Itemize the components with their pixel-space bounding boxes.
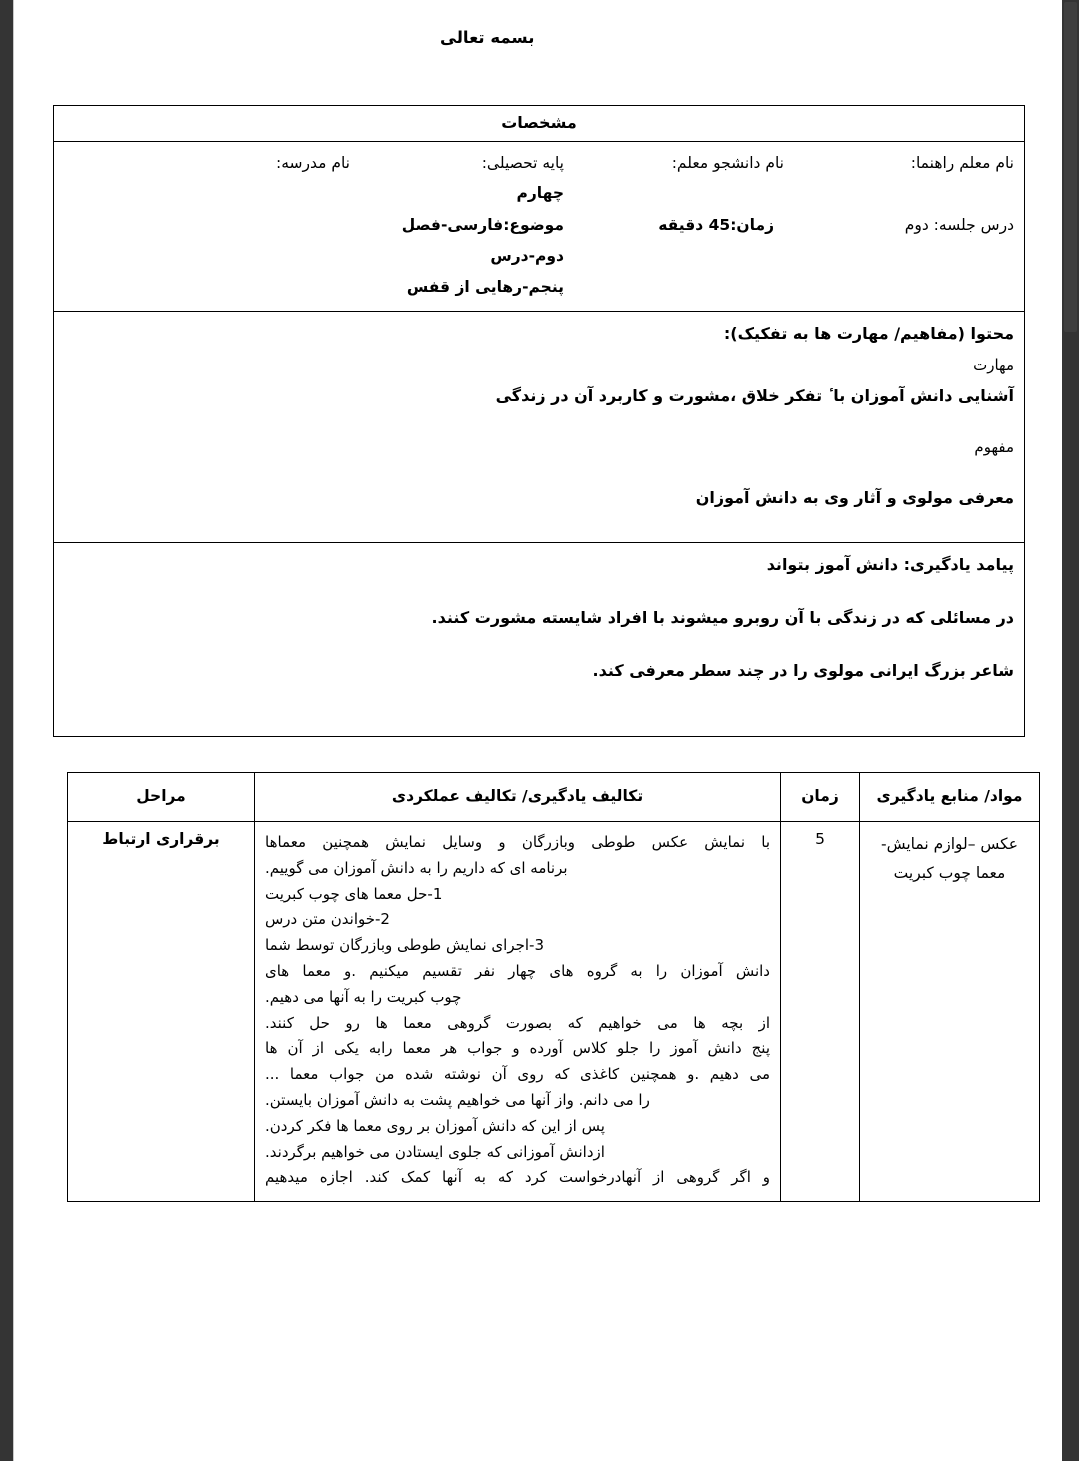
header-tasks: تکالیف یادگیری/ تکالیف عملکردی (255, 773, 781, 822)
student-teacher-field (564, 148, 784, 208)
specs-identity-cell (54, 142, 1025, 312)
task-line-13: ازدانش آموزانی که جلوی ایستادن می خواهیم برگردند. (265, 1142, 605, 1161)
school-name-label: نام مدرسه: (275, 154, 350, 172)
specs-title-row (54, 106, 1025, 142)
subject-field (324, 210, 564, 303)
header-time: زمان (781, 773, 860, 822)
page-header (440, 26, 1040, 49)
outcome-block-cell (54, 543, 1025, 736)
document-page (14, 0, 1062, 1461)
task-line-4: 2-خواندن متن درس (265, 910, 390, 929)
outcome-spacer-1 (64, 582, 1014, 602)
task-line-1: با نمایش عکس طوطی وبازرگان و وسایل نمایش همچنین معماها (265, 833, 770, 851)
duration-label: زمان:45 دقیقه (658, 216, 774, 235)
row-stage: برقراری ارتباط (68, 822, 255, 1202)
skill-text: آشنایی دانش آموزان با ٔ تفکر خلاق ،مشورت و کاربرد آن در زندگی (495, 386, 1014, 406)
student-teacher-label: نام دانشجو معلم: (671, 154, 784, 172)
grade-label: پایه تحصیلی: (481, 154, 564, 172)
content-spacer-3 (64, 514, 1014, 534)
content-spacer-1 (64, 412, 1014, 432)
session-label: درس جلسه: دوم (904, 216, 1014, 235)
session-field (774, 210, 1014, 303)
row-materials: عکس –لوازم نمایش-معما چوب کبریت (860, 822, 1040, 1202)
concept-heading: مفهوم (974, 438, 1014, 457)
vertical-scrollbar[interactable] (1062, 0, 1079, 1461)
task-line-12: پس از این که دانش آموزان بر روی معما ها فکر کردن. (265, 1116, 605, 1135)
subject-line-1: موضوع:فارسی-فصل (401, 216, 564, 235)
outcome-spacer-2 (64, 635, 1014, 655)
mentor-teacher-label: نام معلم راهنما: (910, 154, 1014, 172)
scrollbar-thumb[interactable] (1064, 2, 1077, 332)
task-line-14: و اگر گروهی از آنهادرخواست کرد که به آنها کمک کند. اجازه میدهیم (265, 1168, 770, 1187)
header-materials: مواد/ منابع یادگیری (860, 773, 1040, 822)
specs-outcome-row (54, 543, 1025, 736)
stages-header-row (68, 773, 1040, 822)
task-line-7: چوب کبریت را به آنها می دهیم. (265, 987, 462, 1006)
task-line-10: می دهیم .و همچنین کاغذی که روی آن نوشته شده من جواب معما ... (265, 1065, 770, 1084)
grade-value: چهارم (516, 184, 564, 203)
task-line-6: دانش آموزان را به گروه های چهار نفر تقسیم میکنیم .و معما های (265, 961, 770, 980)
concept-text: معرفی مولوی و آثار وی به دانش آموزان (695, 488, 1014, 508)
specs-identity-row (54, 142, 1025, 312)
content-spacer-2 (64, 462, 1014, 482)
mentor-teacher-field (784, 148, 1014, 208)
subject-line-3: پنجم-رهایی از قفس (406, 278, 564, 297)
skill-heading: مهارت (973, 356, 1014, 375)
header-basmala-text: بسمه تعالی (440, 28, 535, 47)
duration-field (564, 210, 774, 303)
school-name-field (110, 148, 354, 208)
outcome-line-1: در مسائلی که در زندگی با آن روبرو میشوند با افراد شایسته مشورت کنند. (431, 608, 1014, 628)
content-block-label: محتوا (مفاهیم/ مهارت ها به تفکیک): (723, 324, 1014, 344)
task-line-3: 1-حل معما های چوب کبریت (265, 884, 443, 903)
row-tasks (255, 822, 781, 1202)
task-line-8: از بچه ها می خواهیم که بصورت گروهی معما ها رو حل کنند. (265, 1013, 770, 1032)
lesson-stages-table (67, 772, 1040, 1202)
header-stages: مراحل (68, 773, 255, 822)
grade-field (354, 148, 564, 208)
outcome-label: پیامد یادگیری: دانش آموز بتواند (766, 555, 1014, 575)
task-line-9: پنج دانش آموز را جلو کلاس آورده و جواب هر معما رابه یکی از آن ها (265, 1039, 770, 1058)
specifications-table (53, 105, 1025, 737)
row-time: 5 (781, 822, 860, 1202)
content-block-cell (54, 312, 1025, 543)
table-row (68, 822, 1040, 1202)
task-line-2: برنامه ای که داریم را به دانش آموزان می گوییم. (265, 858, 568, 877)
task-line-5: 3-اجرای نمایش طوطی وبازرگان توسط شما (265, 936, 545, 955)
outcome-spacer-4 (64, 708, 1014, 728)
subject-line-2: دوم-درس (490, 247, 564, 266)
specs-content-row (54, 312, 1025, 543)
outcome-line-2: شاعر بزرگ ایرانی مولوی را در چند سطر معرفی کند. (592, 661, 1014, 681)
specs-title-cell: مشخصات (54, 106, 1025, 142)
outcome-spacer-3 (64, 688, 1014, 708)
task-line-11: را می دانم. واز آنها می خواهیم پشت به دانش آموزان بایستن. (265, 1090, 650, 1109)
